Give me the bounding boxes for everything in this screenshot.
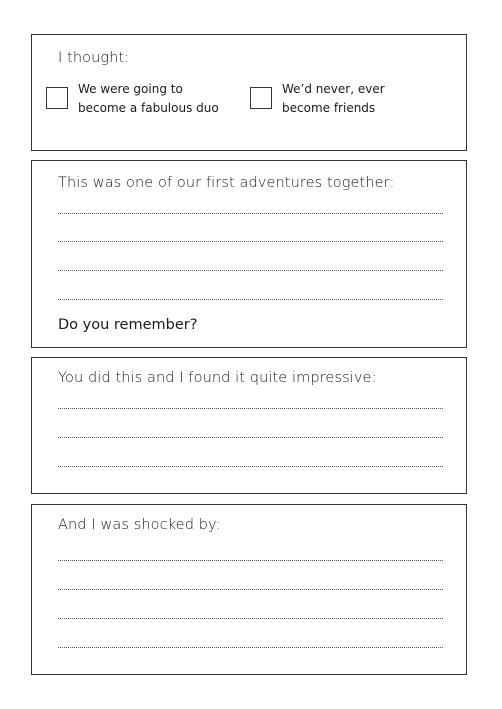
option-fabulous-duo[interactable] xyxy=(46,80,219,118)
adventure-writing-line[interactable] xyxy=(58,241,443,242)
adventure-writing-line[interactable] xyxy=(58,213,443,214)
shocked-writing-line[interactable] xyxy=(58,618,443,619)
impressive-heading: You did this and I found it quite impressive: xyxy=(58,370,377,386)
fabulous-duo-checkbox[interactable] xyxy=(46,87,68,109)
impressive-writing-line[interactable] xyxy=(58,408,443,409)
remember-text: Do you remember? xyxy=(58,317,198,333)
shocked-heading: And I was shocked by: xyxy=(58,517,221,533)
impressive-writing-line[interactable] xyxy=(58,437,443,438)
thought-section xyxy=(31,34,467,151)
never-friends-label-line1: We’d never, ever xyxy=(282,82,385,96)
adventure-writing-line[interactable] xyxy=(58,270,443,271)
shocked-section xyxy=(31,504,467,675)
adventure-writing-line[interactable] xyxy=(58,299,443,300)
impressive-writing-line[interactable] xyxy=(58,466,443,467)
adventure-section xyxy=(31,160,467,348)
shocked-writing-line[interactable] xyxy=(58,647,443,648)
option-never-friends[interactable] xyxy=(250,80,385,118)
thought-heading: I thought: xyxy=(58,50,130,66)
never-friends-checkbox[interactable] xyxy=(250,87,272,109)
fabulous-duo-label-line2: become a fabulous duo xyxy=(78,101,219,115)
never-friends-label-line2: become friends xyxy=(282,101,376,115)
never-friends-label xyxy=(282,80,385,118)
adventure-heading: This was one of our first adventures together: xyxy=(58,175,395,191)
shocked-writing-line[interactable] xyxy=(58,560,443,561)
fabulous-duo-label-line1: We were going to xyxy=(78,82,183,96)
impressive-section xyxy=(31,357,467,494)
shocked-writing-line[interactable] xyxy=(58,589,443,590)
fabulous-duo-label xyxy=(78,80,219,118)
